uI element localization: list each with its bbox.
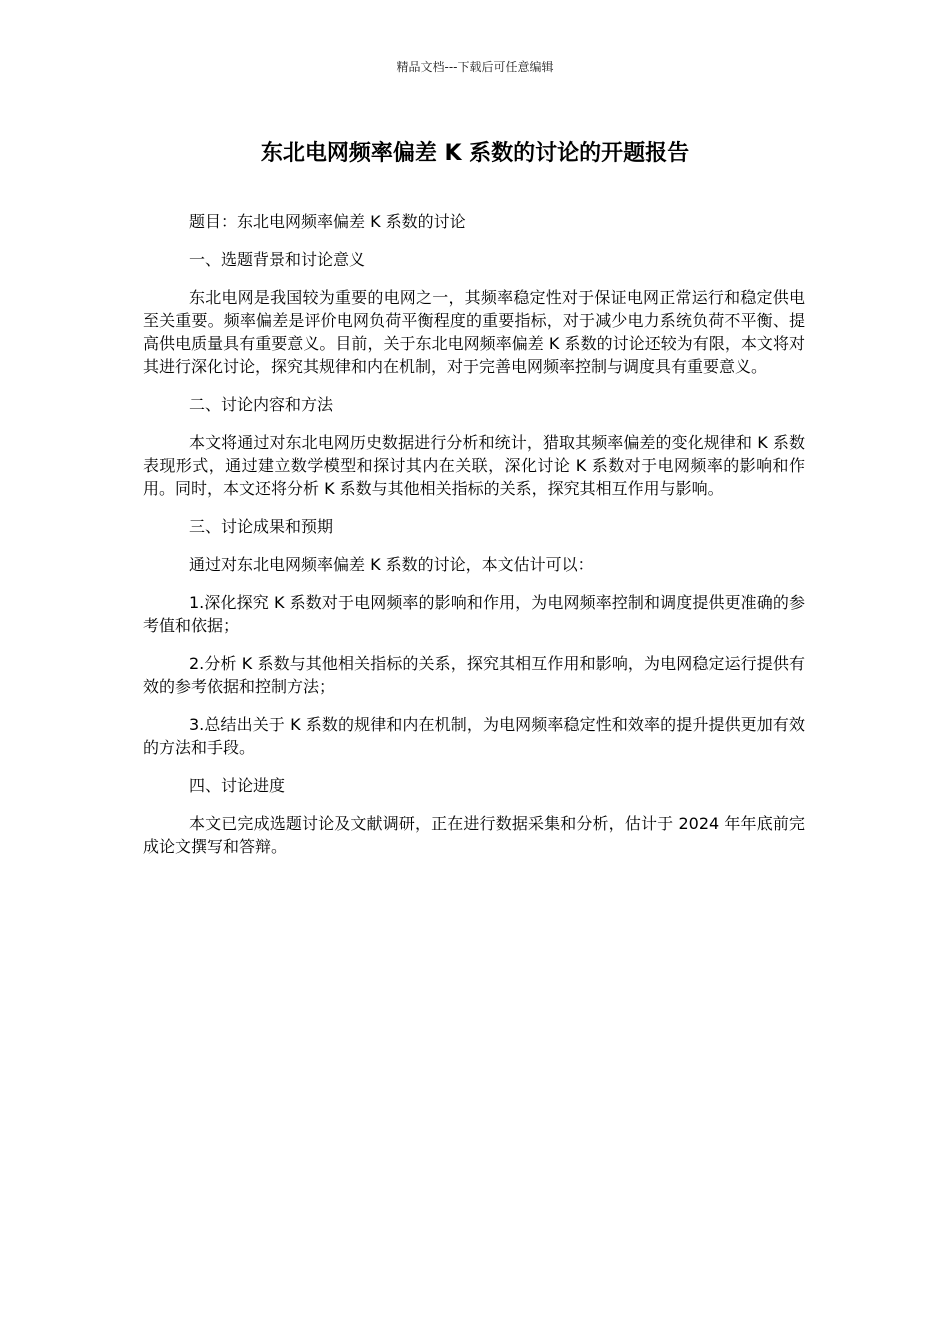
subject-line: 题目：东北电网频率偏差 K 系数的讨论 <box>189 212 466 231</box>
list-item-result-3: 3.总结出关于 K 系数的规律和内在机制，为电网频率稳定性和效率的提升提供更加有效的方法和手段。 <box>143 715 805 757</box>
document-body <box>143 210 805 873</box>
list-item-result-1: 1.深化探究 K 系数对于电网频率的影响和作用，为电网频率控制和调度提供更准确的参考值和依据； <box>143 593 805 635</box>
section-heading-progress: 四、讨论进度 <box>189 776 286 795</box>
paragraph-background: 东北电网是我国较为重要的电网之一，其频率稳定性对于保证电网正常运行和稳定供电至关重要。频率偏差是评价电网负荷平衡程度的重要指标，对于减少电力系统负荷不平衡、提高供电质量具有重要意义。目前，关于东北电网频率偏差 K 系数的讨论还较为有限，本文将对其进行深化讨论，探究其规律和内在机制，对于完善电网频率控制与调度具有重要意义。 <box>143 288 805 376</box>
section-heading-content-method: 二、讨论内容和方法 <box>189 395 334 414</box>
paragraph-content-method: 本文将通过对东北电网历史数据进行分析和统计，猎取其频率偏差的变化规律和 K 系数表现形式，通过建立数学模型和探讨其内在关联，深化讨论 K 系数对于电网频率的影响和作用。同时，本文还将分析 K 系数与其他相关指标的关系，探究其相互作用与影响。 <box>143 433 805 498</box>
list-item-result-2: 2.分析 K 系数与其他相关指标的关系，探究其相互作用和影响，为电网稳定运行提供有效的参考依据和控制方法； <box>143 654 805 696</box>
section-heading-results: 三、讨论成果和预期 <box>189 517 334 536</box>
header-note: 精品文档---下载后可任意编辑 <box>396 60 554 74</box>
paragraph-progress: 本文已完成选题讨论及文献调研，正在进行数据采集和分析，估计于 2024 年年底前完成论文撰写和答辩。 <box>143 814 805 856</box>
section-heading-background: 一、选题背景和讨论意义 <box>189 250 366 269</box>
document-title: 东北电网频率偏差 K 系数的讨论的开题报告 <box>260 141 690 166</box>
paragraph-results-intro: 通过对东北电网频率偏差 K 系数的讨论，本文估计可以： <box>189 555 594 574</box>
